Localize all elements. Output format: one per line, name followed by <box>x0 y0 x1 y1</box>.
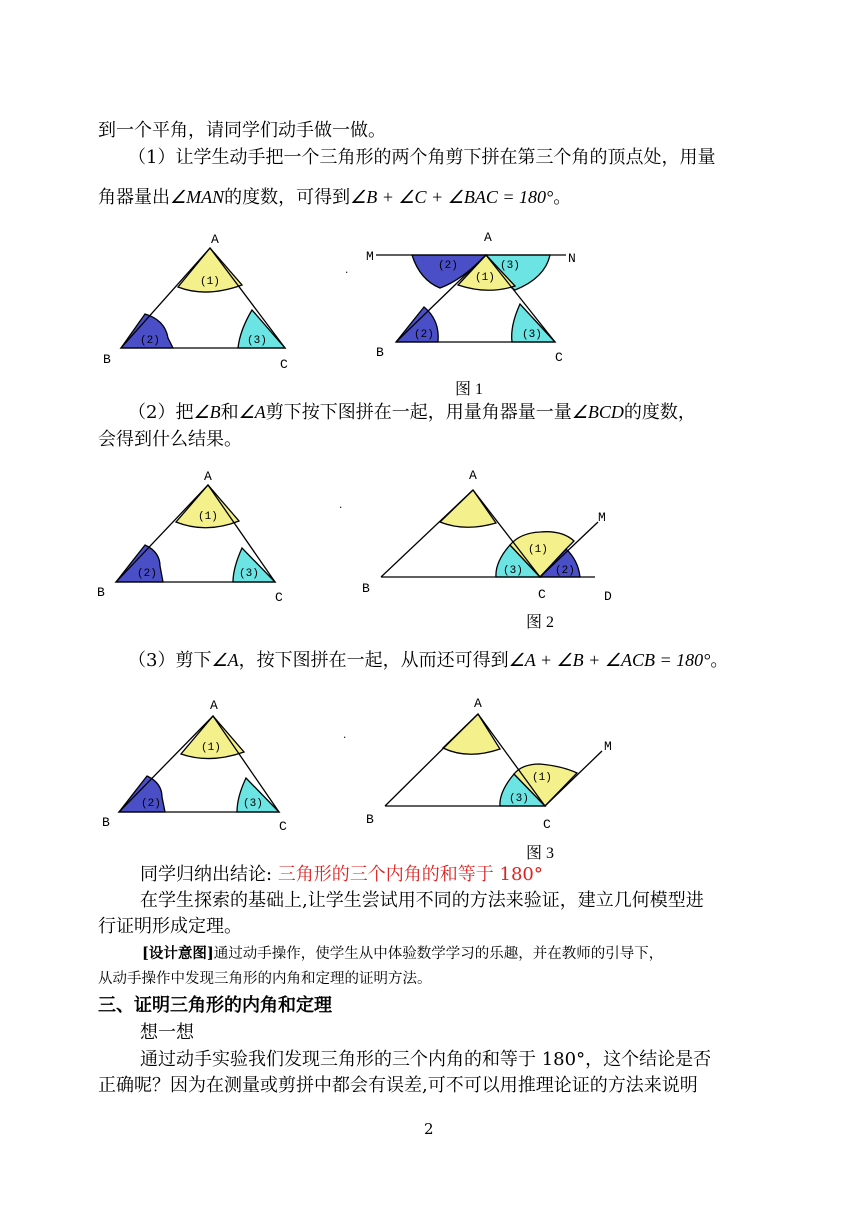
line-7: 同学归纳出结论: 三角形的三个内角的和等于 180° <box>140 864 543 885</box>
label-A: A <box>211 232 219 247</box>
svg-text:(1): (1) <box>532 772 552 784</box>
line-9: 行证明形成定理。 <box>98 916 242 937</box>
svg-text:(2): (2) <box>555 565 575 577</box>
svg-text:(3): (3) <box>509 793 529 805</box>
svg-text:(2): (2) <box>438 260 458 272</box>
svg-text:(3): (3) <box>243 798 263 810</box>
line-4: （2）把∠B和∠A剪下按下图拼在一起，用量角器量一量∠BCD的度数， <box>128 402 696 423</box>
svg-text:(1): (1) <box>198 511 218 523</box>
svg-text:C: C <box>555 350 563 365</box>
svg-text:B: B <box>366 812 374 827</box>
svg-text:M: M <box>366 249 374 264</box>
svg-text:(1): (1) <box>475 272 495 284</box>
svg-text:(2): (2) <box>414 329 434 341</box>
svg-text:(3): (3) <box>500 260 520 272</box>
conclusion: 三角形的三个内角的和等于 180° <box>277 864 543 885</box>
svg-text:C: C <box>538 587 546 602</box>
line-13: 想一想 <box>140 1022 194 1043</box>
page-number: 2 <box>424 1120 434 1138</box>
line-5: 会得到什么结果。 <box>98 429 242 450</box>
svg-text:M: M <box>598 510 606 525</box>
line-1: 到一个平角，请同学们动手做一做。 <box>98 120 386 141</box>
svg-text:(3): (3) <box>247 335 267 347</box>
fig2-caption: 图 2 <box>526 614 555 631</box>
svg-text:.: . <box>342 731 348 741</box>
svg-text:A: A <box>204 469 212 484</box>
line-6: （3）剪下∠A，按下图拼在一起，从而还可得到∠A + ∠B + ∠ACB = 180°。 <box>128 650 729 671</box>
svg-text:(3): (3) <box>522 329 542 341</box>
line-3: 角器量出∠MAN的度数，可得到∠B + ∠C + ∠BAC = 180°。 <box>98 187 572 208</box>
svg-text:C: C <box>543 817 551 832</box>
svg-text:(2): (2) <box>137 568 157 580</box>
fig3-caption: 图 3 <box>526 845 555 862</box>
svg-text:M: M <box>604 739 612 754</box>
label-B: B <box>103 352 111 367</box>
line-8: 在学生探索的基础上,让学生尝试用不同的方法来验证，建立几何模型进 <box>140 890 704 911</box>
svg-text:B: B <box>102 815 110 830</box>
line-14: 通过动手实验我们发现三角形的三个内角的和等于 180°，这个结论是否 <box>140 1049 712 1070</box>
svg-text:(3): (3) <box>239 568 259 580</box>
svg-text:.: . <box>338 501 344 511</box>
label-C: C <box>280 357 288 372</box>
line-11: 从动手操作中发现三角形的内角和定理的证明方法。 <box>98 971 432 987</box>
svg-text:N: N <box>568 251 576 266</box>
svg-text:(1): (1) <box>200 276 220 288</box>
section-heading: 三、证明三角形的内角和定理 <box>98 995 332 1016</box>
svg-text:A: A <box>484 230 492 245</box>
svg-text:C: C <box>275 590 283 605</box>
line-15: 正确呢？因为在测量或剪拼中都会有误差,可不可以用推理论证的方法来说明 <box>98 1075 698 1096</box>
svg-text:B: B <box>97 585 105 600</box>
svg-text:(1): (1) <box>528 544 548 556</box>
svg-text:B: B <box>362 581 370 596</box>
fig1-caption: 图 1 <box>455 381 484 398</box>
svg-text:A: A <box>469 468 477 483</box>
svg-text:A: A <box>474 696 482 711</box>
svg-text:(3): (3) <box>503 565 523 577</box>
svg-text:(2): (2) <box>141 798 161 810</box>
svg-text:.: . <box>344 266 350 276</box>
line-10: [设计意图]通过动手操作，使学生从中体验数学学习的乐趣，并在教师的引导下， <box>142 945 664 962</box>
svg-text:C: C <box>279 819 287 834</box>
svg-text:D: D <box>604 589 612 604</box>
svg-text:B: B <box>376 345 384 360</box>
line-2: （1）让学生动手把一个三角形的两个角剪下拼在第三个角的顶点处，用量 <box>128 147 716 168</box>
svg-text:(1): (1) <box>201 742 221 754</box>
svg-text:A: A <box>210 698 218 713</box>
svg-text:(2): (2) <box>140 335 160 347</box>
